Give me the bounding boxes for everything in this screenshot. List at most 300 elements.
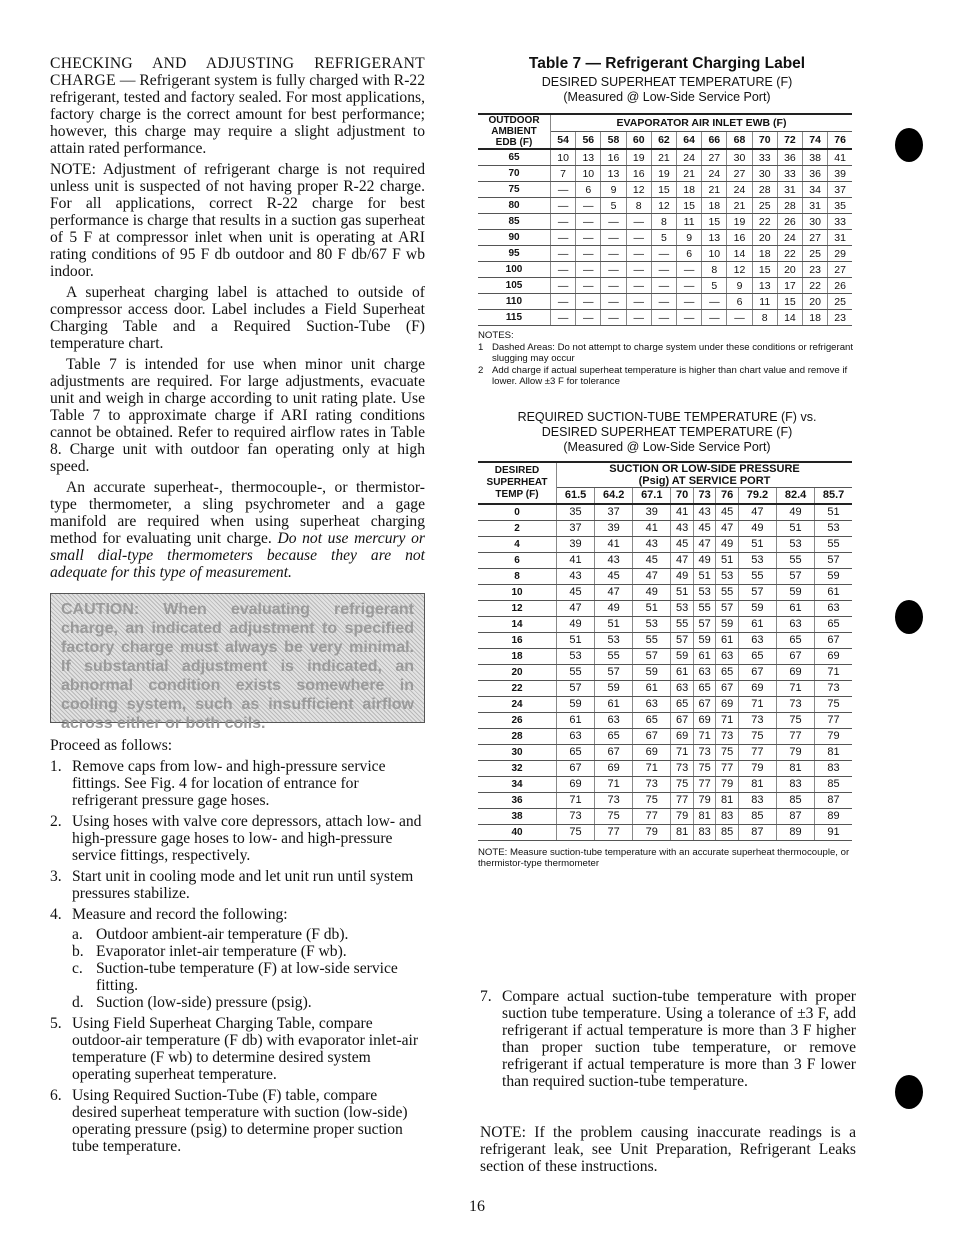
suction-temp-cell: 61 (557, 712, 595, 728)
superheat-cell: 11 (677, 214, 702, 230)
ewb-column-header: 64 (677, 132, 702, 150)
measurement-substep (72, 926, 425, 943)
step-number: 1. (50, 758, 62, 775)
superheat-cell: 14 (777, 310, 802, 326)
step-7-number: 7. (480, 988, 492, 1005)
superheat-cell: 8 (752, 310, 777, 326)
suction-temp-cell: 55 (693, 600, 716, 616)
superheat-cell: 31 (828, 230, 852, 246)
superheat-cell: — (601, 246, 626, 262)
pressure-column-header: 61.5 (557, 487, 595, 504)
suction-temp-cell: 69 (815, 648, 852, 664)
suction-temp-cell: 79 (738, 760, 776, 776)
table-row (478, 648, 852, 664)
suction-note: NOTE: Measure suction-tube temperature with an accurate superheat thermocouple, or thermistor-type thermometer (478, 846, 850, 869)
row-label: 14 (478, 616, 557, 632)
row-label: 105 (478, 278, 551, 294)
superheat-cell: 16 (626, 166, 651, 182)
superheat-cell: 8 (702, 262, 727, 278)
suction-temp-cell: 65 (595, 728, 633, 744)
superheat-cell: — (702, 294, 727, 310)
superheat-cell: 28 (752, 182, 777, 198)
suction-temp-cell: 39 (633, 504, 671, 521)
row-label: 0 (478, 504, 557, 521)
suction-title-3: (Measured @ Low-Side Service Port) (563, 439, 771, 454)
pressure-column-header: 67.1 (633, 487, 671, 504)
row-label: 4 (478, 536, 557, 552)
superheat-cell: 15 (677, 198, 702, 214)
suction-temp-cell: 75 (633, 792, 671, 808)
suction-temp-cell: 61 (738, 616, 776, 632)
suction-temp-cell: 83 (716, 808, 739, 824)
table-row (478, 792, 852, 808)
suction-temp-cell: 63 (693, 664, 716, 680)
procedure-step (50, 758, 425, 809)
superheat-cell: 29 (828, 246, 852, 262)
superheat-cell: 36 (777, 149, 802, 166)
superheat-cell: 21 (727, 198, 752, 214)
row-label: 28 (478, 728, 557, 744)
step-7 (480, 988, 856, 1090)
superheat-cell: 18 (803, 310, 828, 326)
superheat-cell: 25 (752, 198, 777, 214)
suction-temp-cell: 77 (633, 808, 671, 824)
suction-temp-cell: 47 (716, 520, 739, 536)
superheat-cell: 20 (803, 294, 828, 310)
superheat-cell: 12 (651, 198, 676, 214)
procedure-steps (50, 758, 425, 1155)
suction-temp-cell: 67 (557, 760, 595, 776)
measurement-substep (72, 960, 425, 994)
suction-temp-cell: 51 (633, 600, 671, 616)
suction-temp-cell: 71 (815, 664, 852, 680)
superheat-cell: — (551, 198, 576, 214)
suction-temp-cell: 73 (738, 712, 776, 728)
table-row (478, 182, 852, 198)
table-row (478, 198, 852, 214)
suction-temp-cell: 71 (776, 680, 814, 696)
superheat-cell: — (551, 230, 576, 246)
table-row (478, 584, 852, 600)
suction-temp-cell: 51 (557, 632, 595, 648)
table-row (478, 294, 852, 310)
suction-col-group-text: SUCTION OR LOW-SIDE PRESSURE (Psig) AT SERVICE PORT (609, 462, 800, 487)
notes-label: NOTES: (478, 330, 514, 341)
section-heading: CHECKING AND ADJUSTING REFRIGERANT CHARGE (50, 55, 425, 89)
superheat-cell: — (677, 262, 702, 278)
ewb-column-header: 58 (601, 132, 626, 150)
suction-temp-cell: 63 (815, 600, 852, 616)
table-row (478, 504, 852, 521)
suction-temp-cell: 81 (671, 824, 694, 840)
table7-paragraph: Table 7 is intended for use when minor unit charge adjustments are required. For large adjustments, evacuate unit and weigh in charge according to unit rating plate. Use Table 7 to approximate charge if ARI rating conditions cannot be obtained. Refer to required airflow rates in Table 8. Charge unit with outdoor fan operating only at high speed. (50, 356, 425, 475)
measurement-substep (72, 943, 425, 960)
substep-letter: b. (72, 943, 84, 960)
superheat-cell: — (702, 310, 727, 326)
superheat-cell: 9 (727, 278, 752, 294)
suction-temp-cell: 41 (557, 552, 595, 568)
superheat-cell: — (626, 278, 651, 294)
superheat-cell: 23 (828, 310, 852, 326)
step-7-text: Compare actual suction-tube temperature with proper suction tube temperature. Using a tolerance of ±3 F, add refrigerant if actual temperature is more than 3 F higher than proper suction tube temperature, or remove refrigerant if actual temperature is more than 3 F lower than required suction-tube temperature. (502, 988, 856, 1090)
superheat-cell: 24 (777, 230, 802, 246)
superheat-cell: — (551, 310, 576, 326)
table-row (478, 776, 852, 792)
label-paragraph: A superheat charging label is attached to outside of compressor access door. Label includes a Field Superheat Charging Table and a Required Suction-Tube (F) temperature chart. (50, 284, 425, 352)
row-label: 18 (478, 648, 557, 664)
suction-temp-cell: 57 (671, 632, 694, 648)
suction-temp-cell: 75 (671, 776, 694, 792)
table-row (478, 166, 852, 182)
superheat-cell: 16 (601, 149, 626, 166)
superheat-cell: — (651, 246, 676, 262)
suction-temp-cell: 69 (716, 696, 739, 712)
suction-temp-cell: 47 (671, 552, 694, 568)
suction-temp-cell: 37 (595, 504, 633, 521)
suction-temp-cell: 63 (716, 648, 739, 664)
suction-temp-cell: 67 (595, 744, 633, 760)
suction-temp-cell: 41 (595, 536, 633, 552)
substep-text: Suction (low-side) pressure (psig). (96, 994, 312, 1011)
table7-col-group: EVAPORATOR AIR INLET EWB (F) (551, 114, 853, 132)
table-row (478, 568, 852, 584)
superheat-cell: 15 (777, 294, 802, 310)
superheat-cell: — (727, 310, 752, 326)
suction-temp-cell: 53 (595, 632, 633, 648)
superheat-cell: 22 (803, 278, 828, 294)
step-text: Measure and record the following: (72, 906, 288, 923)
suction-temp-cell: 83 (738, 792, 776, 808)
substep-text: Evaporator inlet-air temperature (F wb). (96, 943, 347, 960)
suction-temp-cell: 91 (815, 824, 852, 840)
suction-temp-cell: 59 (776, 584, 814, 600)
superheat-cell: 27 (828, 262, 852, 278)
note-paragraph: NOTE: Adjustment of refrigerant charge is not required unless unit is suspected of not having proper R-22 charge. For all applications, correct R-22 charge for best performance is charge that results in a suction gas superheat of 5 F at compressor inlet when unit is operating at ARI rating conditions of 95 F db outdoor and 80 F db/67 F wb indoor. (50, 161, 425, 280)
row-label: 20 (478, 664, 557, 680)
binder-hole-middle (895, 600, 923, 634)
suction-temp-cell: 81 (815, 744, 852, 760)
suction-temp-cell: 43 (671, 520, 694, 536)
suction-temp-cell: 65 (738, 648, 776, 664)
superheat-cell: 10 (702, 246, 727, 262)
table-row (478, 824, 852, 840)
suction-temp-cell: 77 (815, 712, 852, 728)
row-label: 6 (478, 552, 557, 568)
superheat-cell: 27 (727, 166, 752, 182)
suction-temp-cell: 51 (595, 616, 633, 632)
row-label: 8 (478, 568, 557, 584)
superheat-cell: — (576, 294, 601, 310)
superheat-cell: 26 (828, 278, 852, 294)
row-label: 95 (478, 246, 551, 262)
suction-temp-cell: 69 (738, 680, 776, 696)
suction-temp-cell: 65 (716, 664, 739, 680)
suction-temp-cell: 61 (693, 648, 716, 664)
superheat-cell: — (551, 246, 576, 262)
suction-temp-cell: 67 (776, 648, 814, 664)
pressure-column-header: 64.2 (595, 487, 633, 504)
suction-temp-cell: 51 (776, 520, 814, 536)
page-number: 16 (469, 1198, 485, 1215)
suction-temp-cell: 85 (815, 776, 852, 792)
suction-temp-cell: 67 (671, 712, 694, 728)
row-label: 70 (478, 166, 551, 182)
superheat-cell: — (576, 310, 601, 326)
superheat-cell: 11 (752, 294, 777, 310)
suction-temp-cell: 47 (738, 504, 776, 521)
suction-temp-cell: 53 (815, 520, 852, 536)
suction-temp-cell: 79 (716, 776, 739, 792)
superheat-cell: 6 (677, 246, 702, 262)
intro-text: — Refrigerant system is fully charged with R-22 refrigerant, tested and factory sealed. For most applications, factory charge is the correct amount for best performance; however, this charge may require a slight adjustment to attain rated performance. (50, 72, 425, 157)
superheat-cell: 36 (803, 166, 828, 182)
superheat-cell: — (551, 182, 576, 198)
suction-temp-cell: 87 (815, 792, 852, 808)
superheat-cell: — (576, 262, 601, 278)
superheat-cell: 39 (828, 166, 852, 182)
suction-temp-cell: 59 (738, 600, 776, 616)
measurement-substeps (72, 926, 425, 1011)
suction-table (478, 461, 852, 841)
suction-title-2: DESIRED SUPERHEAT TEMPERATURE (F) (541, 424, 793, 439)
table-row (478, 744, 852, 760)
superheat-cell: 13 (601, 166, 626, 182)
pressure-column-header: 76 (716, 487, 739, 504)
table-row (478, 246, 852, 262)
suction-temp-cell: 67 (738, 664, 776, 680)
step-number: 4. (50, 906, 62, 923)
superheat-cell: 19 (651, 166, 676, 182)
suction-temp-cell: 65 (776, 632, 814, 648)
step-number: 6. (50, 1087, 62, 1104)
suction-temp-cell: 81 (693, 808, 716, 824)
table-row (478, 616, 852, 632)
superheat-cell: — (651, 278, 676, 294)
procedure-step (50, 1087, 425, 1155)
suction-temp-cell: 65 (815, 616, 852, 632)
superheat-cell: — (626, 214, 651, 230)
ewb-column-header: 70 (752, 132, 777, 150)
superheat-cell: 31 (803, 198, 828, 214)
suction-temp-cell: 83 (815, 760, 852, 776)
suction-temp-cell: 67 (693, 696, 716, 712)
suction-temp-cell: 65 (557, 744, 595, 760)
thermometer-text: An accurate superheat-, thermocouple-, or thermistor-type thermometer, a sling psychrometer and a gage manifold are required when using superheat charging method for evaluating unit charge. (50, 479, 425, 547)
suction-temp-cell: 69 (595, 760, 633, 776)
table7-subtitle: DESIRED SUPERHEAT TEMPERATURE (F) (541, 75, 793, 89)
note-number: 2 (478, 364, 484, 376)
suction-temp-cell: 49 (671, 568, 694, 584)
suction-temp-cell: 77 (738, 744, 776, 760)
note-number: 1 (478, 341, 484, 353)
suction-temp-cell: 77 (776, 728, 814, 744)
suction-temp-cell: 85 (716, 824, 739, 840)
suction-temp-cell: 61 (671, 664, 694, 680)
suction-temp-cell: 49 (738, 520, 776, 536)
suction-temp-cell: 35 (557, 504, 595, 521)
superheat-cell: 5 (651, 230, 676, 246)
suction-temp-cell: 73 (595, 792, 633, 808)
suction-temp-cell: 73 (671, 760, 694, 776)
superheat-cell: 22 (752, 214, 777, 230)
table-row (478, 664, 852, 680)
superheat-cell: 5 (601, 198, 626, 214)
row-label: 34 (478, 776, 557, 792)
superheat-cell: 30 (803, 214, 828, 230)
superheat-cell: 38 (803, 149, 828, 166)
row-label: 115 (478, 310, 551, 326)
suction-temp-cell: 73 (776, 696, 814, 712)
suction-temp-cell: 65 (693, 680, 716, 696)
superheat-cell: — (551, 294, 576, 310)
suction-temp-cell: 61 (776, 600, 814, 616)
suction-temp-cell: 81 (738, 776, 776, 792)
suction-temp-cell: 55 (633, 632, 671, 648)
suction-temp-cell: 43 (595, 552, 633, 568)
note-text: Dashed Areas: Do not attempt to charge system under these conditions or refrigerant slugging may occur (492, 341, 854, 364)
superheat-cell: 21 (702, 182, 727, 198)
superheat-cell: 19 (626, 149, 651, 166)
suction-temp-cell: 61 (716, 632, 739, 648)
procedure-step (50, 813, 425, 864)
superheat-table (478, 113, 852, 326)
thermometer-warning: Do not use mercury or small dial-type thermometers because they are not adequate for this type of measurement. (50, 530, 425, 581)
table-row (478, 552, 852, 568)
superheat-cell: 34 (803, 182, 828, 198)
superheat-cell: 30 (727, 149, 752, 166)
table-row (478, 632, 852, 648)
superheat-cell: 15 (752, 262, 777, 278)
row-label: 100 (478, 262, 551, 278)
suction-temp-cell: 39 (595, 520, 633, 536)
suction-temp-cell: 53 (738, 552, 776, 568)
suction-temp-cell: 45 (633, 552, 671, 568)
suction-temp-cell: 87 (738, 824, 776, 840)
table-row (478, 262, 852, 278)
suction-temp-cell: 53 (671, 600, 694, 616)
suction-temp-cell: 69 (633, 744, 671, 760)
suction-row-header-text: DESIRED SUPERHEAT TEMP (F) (486, 464, 548, 500)
suction-temp-cell: 47 (595, 584, 633, 600)
superheat-cell: 23 (803, 262, 828, 278)
table7-subtitle-2: (Measured @ Low-Side Service Port) (563, 90, 771, 104)
suction-temp-cell: 47 (557, 600, 595, 616)
table-row (478, 712, 852, 728)
superheat-cell: 15 (651, 182, 676, 198)
suction-temp-cell: 77 (693, 776, 716, 792)
superheat-cell: 21 (651, 149, 676, 166)
suction-temp-cell: 57 (776, 568, 814, 584)
suction-temp-cell: 71 (671, 744, 694, 760)
suction-temp-cell: 41 (633, 520, 671, 536)
suction-col-group (557, 462, 853, 488)
procedure-step (50, 1015, 425, 1083)
suction-temp-cell: 61 (633, 680, 671, 696)
suction-temp-cell: 59 (815, 568, 852, 584)
superheat-cell: 28 (777, 198, 802, 214)
suction-row-header (478, 462, 557, 504)
table-row (478, 808, 852, 824)
superheat-cell: — (626, 246, 651, 262)
substep-letter: c. (72, 960, 83, 977)
row-label: 75 (478, 182, 551, 198)
suction-temp-cell: 39 (557, 536, 595, 552)
table-row (478, 696, 852, 712)
suction-temp-cell: 73 (633, 776, 671, 792)
superheat-cell: 31 (777, 182, 802, 198)
substep-text: Outdoor ambient-air temperature (F db). (96, 926, 349, 943)
suction-temp-cell: 51 (815, 504, 852, 521)
superheat-cell: — (551, 214, 576, 230)
thermometer-paragraph (50, 479, 425, 581)
superheat-cell: — (651, 310, 676, 326)
ewb-column-header: 56 (576, 132, 601, 150)
superheat-cell: — (601, 230, 626, 246)
suction-temp-cell: 71 (557, 792, 595, 808)
substep-letter: d. (72, 994, 84, 1011)
suction-temp-cell: 87 (776, 808, 814, 824)
suction-temp-cell: 75 (815, 696, 852, 712)
superheat-cell: 17 (777, 278, 802, 294)
ewb-column-header: 74 (803, 132, 828, 150)
table-row (478, 680, 852, 696)
ewb-column-header: 54 (551, 132, 576, 150)
suction-temp-cell: 69 (693, 712, 716, 728)
suction-temp-cell: 77 (671, 792, 694, 808)
superheat-cell: 12 (727, 262, 752, 278)
superheat-cell: 20 (777, 262, 802, 278)
procedure-step (50, 906, 425, 1011)
row-label: 32 (478, 760, 557, 776)
superheat-cell: 7 (551, 166, 576, 182)
step-text: Using hoses with valve core depressors, attach low- and high-pressure gage hoses to low- and high-pressure service fittings, respectively. (72, 813, 422, 864)
suction-temp-cell: 55 (671, 616, 694, 632)
suction-temp-cell: 63 (557, 728, 595, 744)
suction-temp-cell: 73 (815, 680, 852, 696)
superheat-cell: — (601, 278, 626, 294)
suction-temp-cell: 63 (776, 616, 814, 632)
suction-temp-cell: 49 (693, 552, 716, 568)
superheat-cell: 21 (677, 166, 702, 182)
suction-temp-cell: 81 (716, 792, 739, 808)
suction-temp-cell: 45 (693, 520, 716, 536)
left-column (50, 55, 425, 1159)
superheat-cell: 24 (727, 182, 752, 198)
superheat-cell: 24 (702, 166, 727, 182)
suction-temp-cell: 69 (671, 728, 694, 744)
step-text: Using Required Suction-Tube (F) table, compare desired superheat temperature with suction (low-side) operating pressure (psig) to determine proper suction tube temperature. (72, 1087, 408, 1155)
superheat-cell: 19 (727, 214, 752, 230)
superheat-cell: 6 (576, 182, 601, 198)
superheat-cell: — (601, 294, 626, 310)
suction-temp-cell: 55 (776, 552, 814, 568)
superheat-cell: 16 (727, 230, 752, 246)
binder-hole-top (895, 128, 923, 162)
pressure-column-header: 82.4 (776, 487, 814, 504)
suction-temp-cell: 79 (671, 808, 694, 824)
suction-temp-cell: 61 (815, 584, 852, 600)
suction-temp-cell: 43 (557, 568, 595, 584)
ewb-column-header: 76 (828, 132, 852, 150)
suction-temp-cell: 71 (693, 728, 716, 744)
superheat-cell: 18 (677, 182, 702, 198)
superheat-cell: 25 (828, 294, 852, 310)
superheat-cell: 33 (752, 149, 777, 166)
superheat-cell: 9 (601, 182, 626, 198)
suction-temp-cell: 59 (671, 648, 694, 664)
row-label: 2 (478, 520, 557, 536)
table-row (478, 520, 852, 536)
